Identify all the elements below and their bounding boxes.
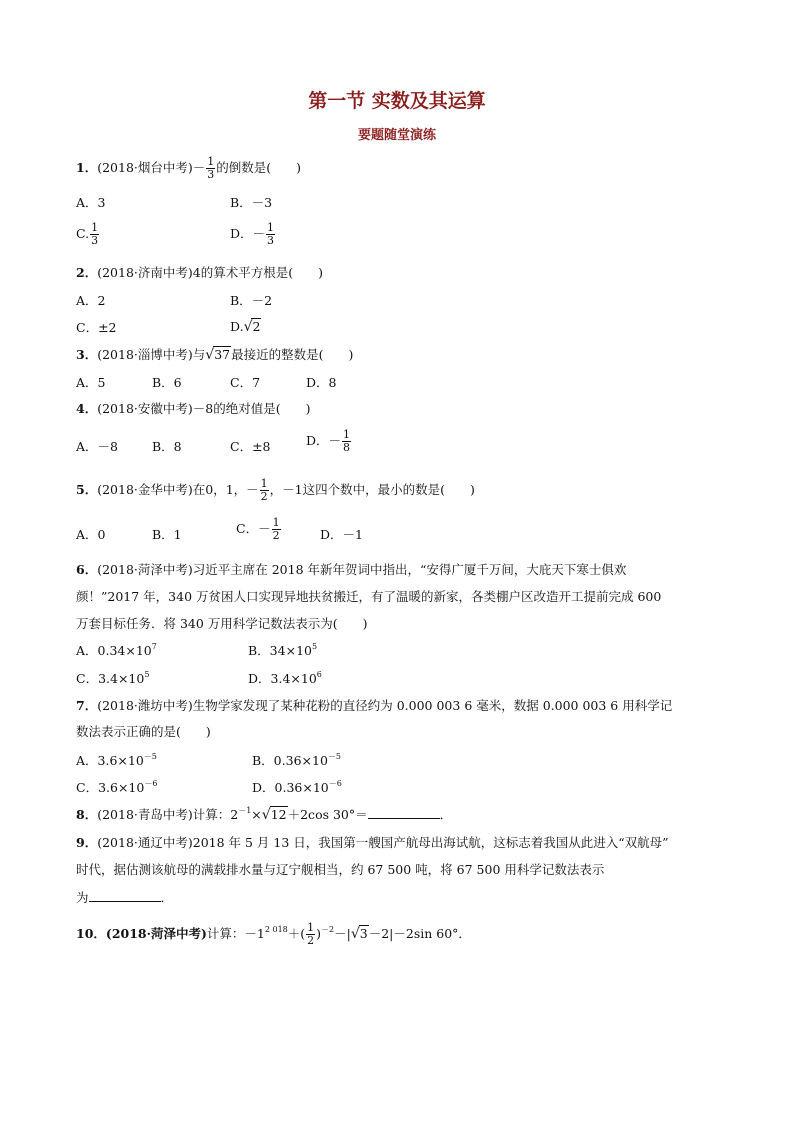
question-number: 2． [76, 265, 98, 280]
radicand: 3 [359, 926, 368, 941]
question-source: (2018·济南中考) [97, 265, 193, 280]
option-b [252, 753, 341, 769]
exponent: －2 [321, 925, 335, 934]
option-c [236, 517, 282, 542]
fraction-numerator: 1 [260, 477, 268, 490]
question-7-line-2: 数法表示正确的是( ) [76, 724, 211, 739]
question-source: (2018·淄博中考) [97, 347, 193, 362]
fraction-numerator: 1 [91, 221, 99, 234]
fraction-numerator: 1 [343, 428, 351, 441]
fraction [206, 156, 215, 181]
fraction [90, 222, 99, 247]
question-text: ＋2cos 30°＝ [287, 807, 368, 822]
exponent: 7 [151, 642, 157, 651]
question-source: (2018·潍坊中考) [97, 698, 193, 713]
fraction [272, 517, 281, 542]
fraction-denominator: 2 [272, 529, 280, 542]
option-label: C．－ [236, 521, 271, 536]
question-text: ) [316, 926, 322, 941]
question-text: －8的绝对值是( ) [192, 401, 311, 416]
page-subtitle: 要题随堂演练 [357, 128, 436, 143]
fraction-numerator: 1 [207, 155, 215, 168]
radicand: 12 [270, 807, 287, 822]
option-label: D. [230, 319, 244, 334]
option-a: A．3 [76, 195, 106, 210]
question-number: 8． [76, 807, 98, 822]
question-source: (2018·金华中考) [97, 482, 193, 497]
radicand: 37 [214, 347, 231, 362]
question-text: 的倒数是( ) [216, 160, 302, 175]
option-c: C．±2 [76, 320, 117, 335]
exponent: 2 018 [264, 925, 288, 934]
question-source: (2018·烟台中考) [97, 160, 193, 175]
option-text: A．3.6×10 [76, 753, 144, 768]
question-text: 生物学家发现了某种花粉的直径约为 0.000 003 6 毫米，数据 0.000 003 6 用科学记 [192, 698, 673, 713]
fraction [306, 922, 315, 947]
exponent: －6 [144, 779, 158, 788]
question-source: (2018·菏泽中考) [97, 562, 193, 577]
option-c [76, 222, 100, 247]
question-text: 习近平主席在 2018 年新年贺词中指出，“安得广厦千万间，大庇天下寒士俱欢 [192, 562, 627, 577]
exponent: －5 [327, 752, 341, 761]
option-a: A．－8 [76, 439, 118, 454]
question-number: 4． [76, 401, 98, 416]
option-c [76, 671, 149, 687]
option-d [252, 780, 342, 796]
radicand: 2 [252, 319, 261, 334]
option-text: B．0.36×10 [252, 753, 328, 768]
question-number: 6． [76, 562, 98, 577]
question-text: －| [334, 926, 351, 941]
option-b: B．1 [152, 527, 182, 542]
answer-blank[interactable] [368, 806, 440, 819]
question-source: (2018·菏泽中考) [105, 926, 207, 941]
minus-sign: － [192, 160, 206, 175]
question-text: 计算：－1 [206, 926, 265, 941]
option-d: D．8 [306, 375, 337, 390]
option-b: B．－2 [230, 293, 273, 308]
question-5-stem [76, 478, 475, 503]
option-text: C．3.6×10 [76, 780, 145, 795]
question-text: 2018 年 5 月 13 日，我国第一艘国产航母出海试航，这标志着我国从此进入“双航母” [192, 835, 669, 850]
option-c: C．7 [230, 375, 261, 390]
fraction-denominator: 2 [307, 934, 315, 947]
option-b: B．－3 [230, 195, 273, 210]
question-text: 为 [76, 890, 89, 905]
question-9-line-1 [76, 835, 669, 851]
question-9-line-3 [76, 889, 173, 906]
fraction-denominator: 3 [91, 234, 99, 247]
option-text: B．34×10 [248, 643, 312, 658]
fraction-denominator: 8 [343, 441, 351, 454]
option-a: A．0 [76, 527, 106, 542]
fraction [266, 222, 275, 247]
question-6-line-3: 万套目标任务．将 340 万用科学记数法表示为( ) [76, 616, 368, 631]
question-6-line-1 [76, 562, 626, 578]
option-d [306, 429, 352, 454]
exponent: －5 [143, 752, 157, 761]
question-number: 10． [76, 926, 106, 941]
question-text: 与 [192, 347, 206, 362]
answer-blank[interactable] [89, 889, 161, 902]
option-a: A．5 [76, 375, 106, 390]
option-text: D．3.4×10 [248, 671, 317, 686]
question-text: 4的算术平方根是( ) [192, 265, 323, 280]
question-number: 9． [76, 835, 98, 850]
question-text: ＋( [287, 926, 306, 941]
option-a: A．2 [76, 293, 106, 308]
fraction-numerator: 1 [272, 516, 280, 529]
question-source: (2018·青岛中考) [97, 807, 193, 822]
question-9-line-2: 时代，据估测该航母的满载排水量与辽宁舰相当，约 67 500 吨，将 67 500 用科学记数法表示 [76, 862, 605, 877]
question-number: 1． [76, 160, 98, 175]
exponent: 6 [316, 670, 322, 679]
question-2-stem [76, 265, 323, 281]
option-b: B．8 [152, 439, 182, 454]
exponent: 5 [144, 670, 150, 679]
question-10-stem [76, 922, 471, 947]
option-a [76, 643, 157, 659]
question-source: (2018·通辽中考) [97, 835, 193, 850]
option-text: C．3.4×10 [76, 671, 145, 686]
question-6-line-2: 颜！”2017 年，340 万贫困人口实现异地扶贫搬迁，有了温暖的新家，各类棚户区改造开工提前完成 600 [76, 589, 662, 604]
option-c: C．±8 [230, 439, 271, 454]
period: ． [439, 807, 453, 822]
question-text: ，－1这四个数中，最小的数是( ) [269, 482, 475, 497]
question-number: 5． [76, 482, 98, 497]
question-1-stem [76, 156, 301, 181]
question-text: 最接近的整数是( ) [231, 347, 354, 362]
option-text: D．0.36×10 [252, 780, 329, 795]
option-text: A．0.34×10 [76, 643, 152, 658]
option-a [76, 753, 157, 769]
question-number: 3． [76, 347, 98, 362]
radical-sign: √ [243, 319, 253, 335]
question-4-stem [76, 401, 310, 417]
question-number: 7． [76, 698, 98, 713]
radical-sign: √ [350, 926, 360, 942]
radical-sign: √ [261, 807, 271, 823]
page-title: 第一节 实数及其运算 [308, 90, 486, 112]
exponent: －1 [238, 806, 252, 815]
exponent: －6 [328, 779, 342, 788]
period: ． [160, 890, 174, 905]
option-label: C. [76, 226, 90, 241]
question-text: 在0，1，－ [192, 482, 259, 497]
question-source: (2018·安徽中考) [97, 401, 193, 416]
option-label: D．－ [230, 226, 266, 241]
fraction-denominator: 2 [260, 490, 268, 503]
question-text: －2|－2sin 60°． [368, 926, 471, 941]
option-b: B．6 [152, 375, 182, 390]
question-8-stem [76, 806, 452, 823]
option-d [248, 671, 322, 687]
question-3-stem [76, 346, 353, 363]
option-b [248, 643, 317, 659]
fraction-denominator: 3 [207, 168, 215, 181]
option-d [230, 222, 276, 247]
question-text: × [251, 807, 262, 822]
fraction-numerator: 1 [307, 921, 315, 934]
question-7-line-1 [76, 698, 672, 714]
fraction [342, 429, 351, 454]
option-d [230, 318, 261, 335]
exponent: 5 [311, 642, 318, 651]
option-d: D．－1 [320, 527, 363, 542]
option-c [76, 780, 157, 796]
option-label: D．－ [306, 433, 342, 448]
fraction-denominator: 3 [267, 234, 275, 247]
question-text: 计算：2 [192, 807, 239, 822]
fraction-numerator: 1 [267, 221, 275, 234]
fraction [260, 478, 269, 503]
radical-sign: √ [205, 347, 215, 363]
